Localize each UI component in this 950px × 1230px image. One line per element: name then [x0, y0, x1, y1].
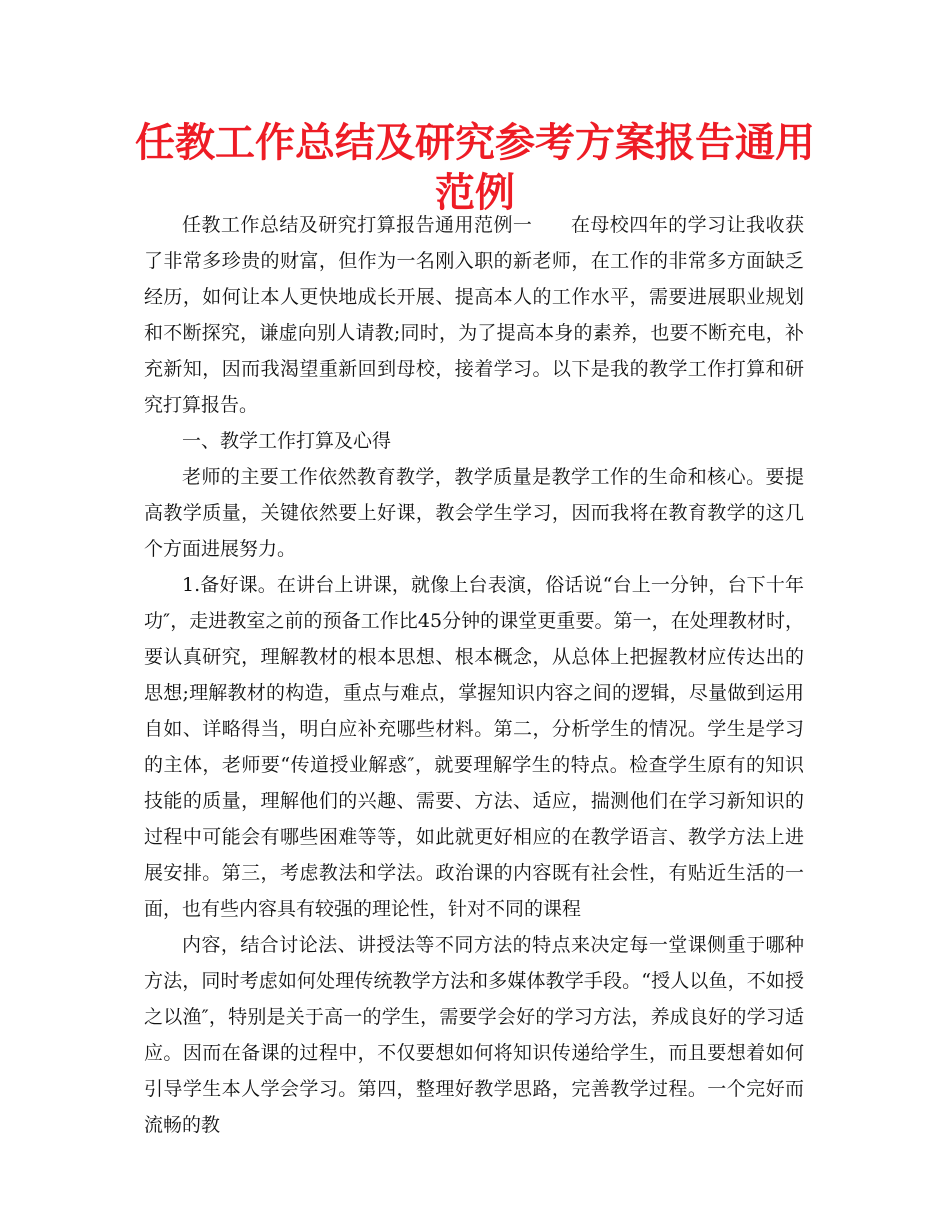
paragraph-intro — [144, 207, 804, 423]
section-heading: 一、教学工作打算及心得 — [182, 430, 392, 452]
paragraph: 1.备好课。在讲台上讲课，就像上台表演，俗话说“台上一分钟，台下十年功″，走进教室之前的预备工作比45分钟的课堂更重要。第一，在处理教材时，要认真研究，理解教材的根本思想、根本概念，从总体上把握教材应传达出的思想;理解教材的构造，重点与难点，掌握知识内容之间的逻辑，尽量做到运用自如、详略得当，明白应补充哪些材料。第二，分析学生的情况。学生是学习的主体，老师要“传道授业解惑″，就要理解学生的特点。检查学生原有的知识技能的质量，理解他们的兴趣、需要、方法、适应，揣测他们在学习新知识的过程中可能会有哪些困难等等，如此就更好相应的在教学语言、教学方法上进展安排。第三，考虑教法和学法。政治课的内容既有社会性，有贴近生活的一面，也有些内容具有较强的理论性，针对不同的课程 — [144, 574, 804, 920]
paragraph: 老师的主要工作依然教育教学，教学质量是教学工作的生命和核心。要提高教学质量，关键依然要上好课，教会学生学习，因而我将在教育教学的这几个方面进展努力。 — [144, 466, 804, 560]
paragraph: 内容，结合讨论法、讲授法等不同方法的特点来决定每一堂课侧重于哪种方法，同时考虑如何处理传统教学方法和多媒体教学手段。“授人以鱼，不如授之以渔″，特别是关于高一的学生，需要学会好的学习方法，养成良好的学习适应。因而在备课的过程中，不仅要想如何将知识传递给学生，而且要想着如何引导学生本人学会学习。第四，整理好教学思路，完善教学过程。一个完好而流畅的教 — [144, 934, 804, 1136]
intro-heading: 任教工作总结及研究打算报告通用范例一 — [182, 214, 533, 236]
intro-text: 在母校四年的学习让我收获了非常多珍贵的财富，但作为一名刚入职的新老师，在工作的非常多方面缺乏经历，如何让本人更快地成长开展、提高本人的工作水平，需要进展职业规划和不断探究，谦虚向别人请教;同时，为了提高本身的素养，也要不断充电，补充新知，因而我渴望重新回到母校，接着学习。以下是我的教学工作打算和研究打算报告。 — [144, 214, 804, 416]
document-title: 任教工作总结及研究参考方案报告通用范例 — [135, 120, 815, 216]
document-body — [144, 207, 804, 1143]
